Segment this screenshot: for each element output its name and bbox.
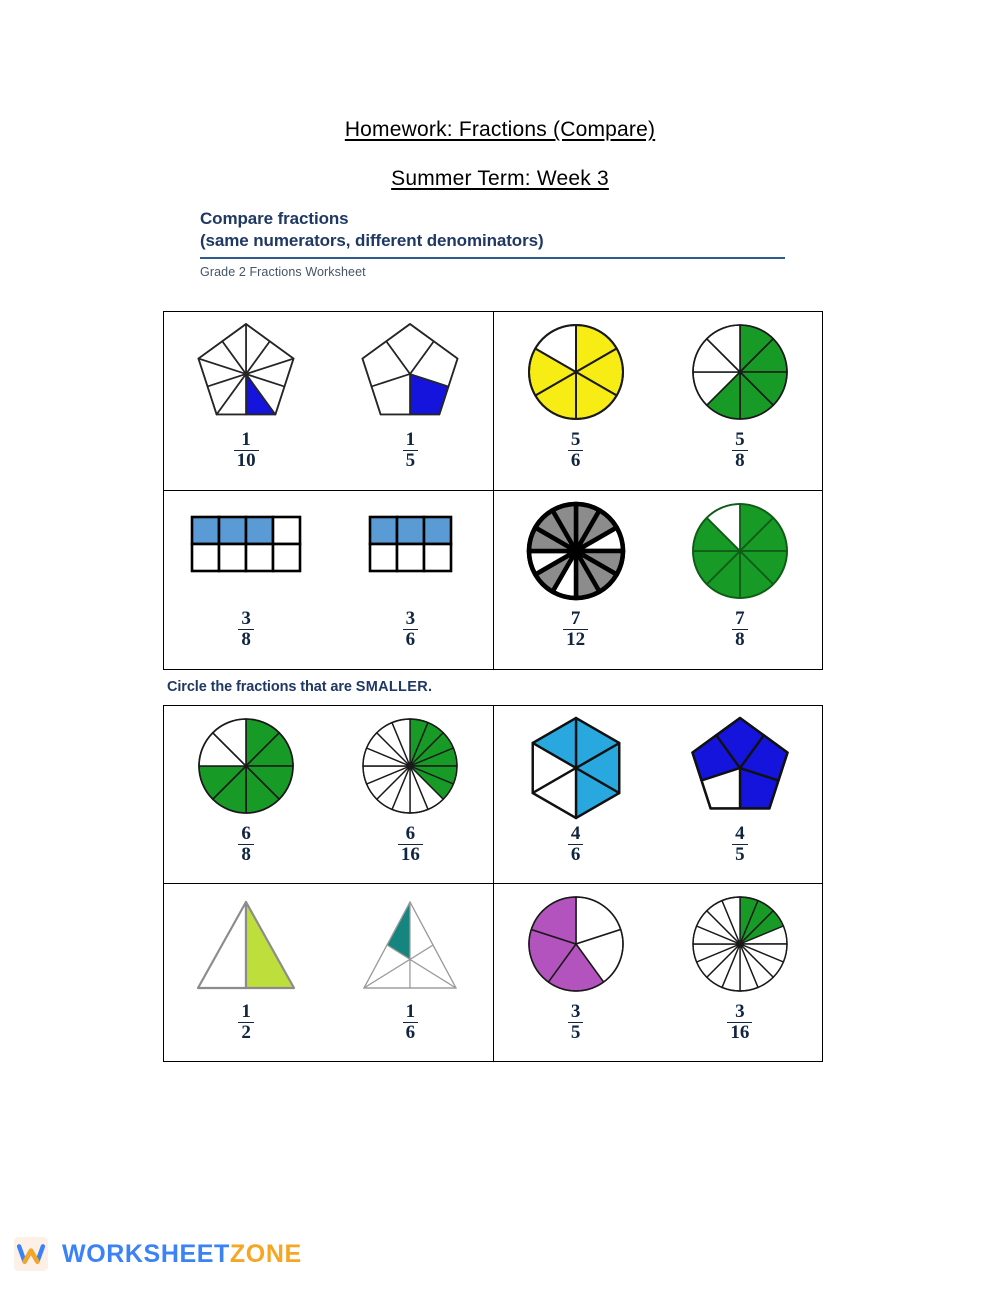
- table-row: [164, 312, 823, 491]
- banner-subtitle: Grade 2 Fractions Worksheet: [200, 264, 366, 279]
- fraction-pair: [164, 312, 493, 490]
- fraction-label: [403, 609, 419, 650]
- fraction-label: [238, 824, 254, 865]
- circle-fraction-diagram: [684, 320, 796, 428]
- banner-heading-line-2: (same numerators, different denominators): [200, 231, 544, 251]
- worksheet-banner: [200, 208, 800, 279]
- hexagon-fraction-diagram: [520, 714, 632, 822]
- fraction-denominator: 6: [403, 1022, 419, 1042]
- fraction-label: [732, 430, 748, 471]
- fraction-label: [732, 609, 748, 650]
- fraction-label: [403, 430, 419, 471]
- fraction-label: [403, 1002, 419, 1043]
- fraction-pair-cell[interactable]: [493, 884, 823, 1062]
- fraction-pair: [494, 706, 823, 883]
- fractions-table-bottom-body: [164, 706, 823, 1062]
- fraction-numerator: 1: [405, 429, 416, 450]
- grid-fraction-diagram: [366, 499, 455, 607]
- fraction-label: [398, 824, 423, 865]
- circle-fraction-diagram: [520, 499, 632, 607]
- fraction-figure[interactable]: [494, 499, 658, 650]
- circle-fraction-diagram: [190, 714, 302, 822]
- fraction-figure[interactable]: [494, 892, 658, 1043]
- fraction-label: [568, 430, 584, 471]
- worksheetzone-w-logo-icon: [14, 1237, 48, 1271]
- fraction-pair: [164, 706, 493, 883]
- fraction-figure[interactable]: [494, 714, 658, 865]
- fraction-figure[interactable]: [164, 499, 328, 650]
- fraction-denominator: 6: [403, 629, 419, 649]
- footer-brand: [62, 1240, 302, 1269]
- page-title-homework-text: Homework: Fractions (Compare): [344, 118, 656, 141]
- banner-divider: [200, 257, 785, 259]
- pentagon-fraction-diagram: [354, 320, 466, 428]
- fraction-pair-cell[interactable]: [493, 706, 823, 884]
- fraction-denominator: 5: [403, 450, 419, 470]
- instruction-text: [167, 679, 432, 695]
- instruction-emphasis: SMALLER: [355, 679, 428, 695]
- fraction-figure[interactable]: [164, 320, 328, 471]
- fraction-label: [732, 824, 748, 865]
- triangle-half-fraction-diagram: [190, 892, 302, 1000]
- fraction-figure[interactable]: [494, 320, 658, 471]
- pentagon-fraction-diagram: [684, 714, 796, 822]
- fraction-numerator: 3: [735, 1001, 745, 1022]
- fraction-pair: [164, 884, 493, 1061]
- fraction-denominator: 6: [568, 844, 584, 864]
- fraction-denominator: 8: [238, 844, 254, 864]
- fraction-label: [238, 609, 254, 650]
- fraction-figure[interactable]: [658, 892, 822, 1043]
- fraction-numerator: 3: [405, 608, 416, 629]
- fraction-denominator: 12: [563, 629, 588, 649]
- fraction-pair: [494, 491, 823, 669]
- fraction-pair-cell[interactable]: [164, 706, 494, 884]
- fraction-denominator: 8: [732, 629, 748, 649]
- fractions-table-bottom: [163, 705, 823, 1062]
- fraction-pair: [164, 491, 493, 669]
- fraction-denominator: 8: [732, 450, 748, 470]
- fraction-numerator: 5: [735, 429, 745, 450]
- pentagon-fraction-diagram: [190, 320, 302, 428]
- fraction-figure[interactable]: [328, 320, 492, 471]
- fraction-numerator: 4: [570, 823, 581, 844]
- fraction-figure[interactable]: [328, 714, 492, 865]
- fraction-denominator: 16: [398, 844, 423, 864]
- fraction-label: [568, 1002, 584, 1043]
- fraction-numerator: 7: [570, 608, 581, 629]
- circle-fraction-diagram: [354, 714, 466, 822]
- fraction-figure[interactable]: [328, 892, 492, 1043]
- fraction-denominator: 6: [568, 450, 584, 470]
- fraction-label: [727, 1002, 752, 1043]
- page-title-term-text: Summer Term: Week 3: [391, 167, 609, 190]
- banner-heading-line-1: Compare fractions: [200, 209, 349, 228]
- fraction-pair-cell[interactable]: [164, 491, 494, 670]
- fraction-denominator: 16: [727, 1022, 752, 1042]
- fraction-figure[interactable]: [658, 714, 822, 865]
- fraction-figure[interactable]: [164, 714, 328, 865]
- fraction-pair: [494, 312, 823, 490]
- fraction-pair: [494, 884, 823, 1061]
- instruction-suffix: .: [427, 679, 432, 695]
- fraction-pair-cell[interactable]: [164, 312, 494, 491]
- page-title-term: [0, 167, 1000, 191]
- fraction-figure[interactable]: [658, 320, 822, 471]
- fraction-figure[interactable]: [658, 499, 822, 650]
- page-title-homework: [0, 118, 1000, 142]
- fraction-numerator: 1: [241, 1001, 251, 1022]
- fraction-figure[interactable]: [328, 499, 492, 650]
- grid-fraction-diagram: [188, 499, 304, 607]
- fraction-denominator: 2: [238, 1022, 254, 1042]
- fraction-numerator: 1: [405, 1001, 416, 1022]
- fraction-numerator: 3: [570, 1001, 581, 1022]
- fraction-label: [234, 430, 259, 471]
- fraction-numerator: 5: [570, 429, 581, 450]
- table-row: [164, 706, 823, 884]
- fraction-denominator: 5: [732, 844, 748, 864]
- circle-fraction-diagram: [684, 892, 796, 1000]
- fraction-pair-cell[interactable]: [493, 491, 823, 670]
- fraction-label: [238, 1002, 254, 1043]
- table-row: [164, 884, 823, 1062]
- fraction-figure[interactable]: [164, 892, 328, 1043]
- fraction-denominator: 5: [568, 1022, 584, 1042]
- fraction-numerator: 7: [735, 608, 745, 629]
- fraction-label: [568, 824, 584, 865]
- fraction-numerator: 6: [241, 823, 251, 844]
- fraction-pair-cell[interactable]: [164, 884, 494, 1062]
- circle-fraction-diagram: [520, 320, 632, 428]
- fraction-label: [563, 609, 588, 650]
- table-row: [164, 491, 823, 670]
- fractions-table-top-body: [164, 312, 823, 670]
- fraction-numerator: 4: [735, 823, 745, 844]
- fraction-numerator: 1: [241, 429, 251, 450]
- fraction-pair-cell[interactable]: [493, 312, 823, 491]
- triangle-six-fraction-diagram: [354, 892, 466, 1000]
- footer-watermark: [0, 1225, 1000, 1283]
- footer-brand-part-2: ZONE: [229, 1239, 302, 1268]
- circle-fraction-diagram: [684, 499, 796, 607]
- footer-brand-part-1: WORKSHEET: [62, 1239, 230, 1268]
- fraction-denominator: 10: [234, 450, 259, 470]
- fraction-numerator: 6: [405, 823, 416, 844]
- circle-fraction-diagram: [520, 892, 632, 1000]
- fraction-numerator: 3: [241, 608, 251, 629]
- fractions-table-top: [163, 311, 823, 670]
- fraction-denominator: 8: [238, 629, 254, 649]
- instruction-prefix: Circle the fractions that are: [167, 679, 356, 695]
